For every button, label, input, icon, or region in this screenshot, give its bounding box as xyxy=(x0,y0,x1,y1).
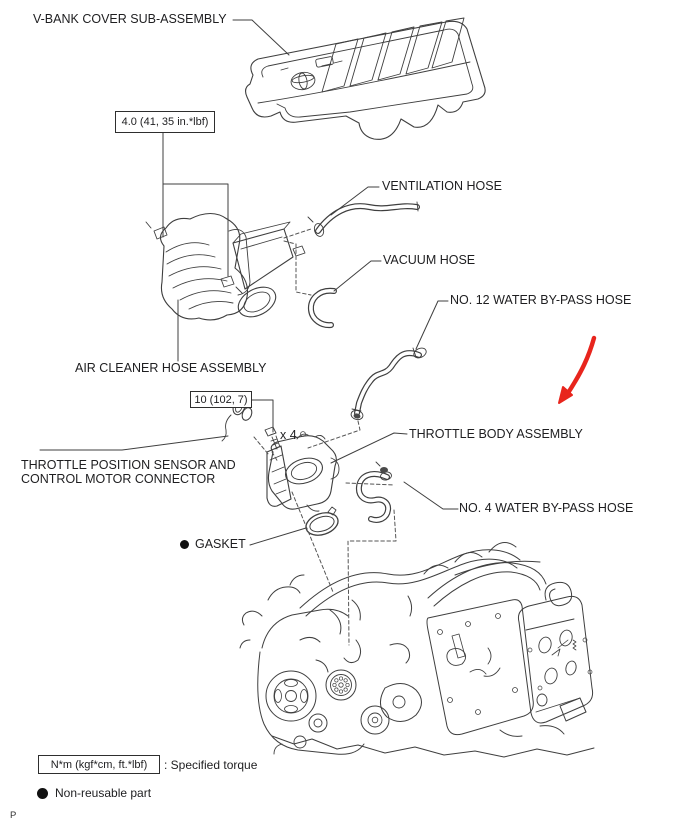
label-gasket-text: GASKET xyxy=(195,537,246,551)
legend-non-reusable-text: Non-reusable part xyxy=(55,786,152,800)
torque-spec-box-throttle-body: 10 (102, 7) xyxy=(190,391,252,408)
legend-torque-units-box: N*m (kgf*cm, ft.*lbf) xyxy=(38,755,160,774)
toyota-logo-icon xyxy=(290,71,317,92)
label-v-bank-cover: V-BANK COVER SUB-ASSEMBLY xyxy=(33,12,227,26)
vacuum-hose-drawing xyxy=(311,291,334,325)
air-cleaner-hose-drawing xyxy=(146,214,305,323)
torque-spec-box-v-bank-cover: 4.0 (41, 35 in.*lbf) xyxy=(115,111,215,133)
no12-water-bypass-hose-drawing xyxy=(350,346,428,421)
legend-non-reusable xyxy=(37,786,151,800)
label-tps-connector-line2: CONTROL MOTOR CONNECTOR xyxy=(21,472,216,486)
label-no12-water-bypass-hose: NO. 12 WATER BY-PASS HOSE xyxy=(450,293,632,307)
gasket-drawing xyxy=(303,507,341,539)
label-gasket xyxy=(180,538,246,551)
label-air-cleaner-hose: AIR CLEANER HOSE ASSEMBLY xyxy=(75,361,267,375)
no4-water-bypass-hose-drawing xyxy=(359,462,392,520)
v-bank-cover-drawing xyxy=(246,18,486,139)
label-throttle-body: THROTTLE BODY ASSEMBLY xyxy=(409,427,583,441)
engine-assembly-drawing xyxy=(240,543,594,757)
red-arrow-annotation xyxy=(559,338,594,403)
label-vacuum-hose: VACUUM HOSE xyxy=(383,253,476,267)
non-reusable-bullet-icon xyxy=(180,540,189,549)
non-reusable-legend-bullet-icon xyxy=(37,788,48,799)
page-marker: P xyxy=(10,810,17,821)
legend-torque-description: : Specified torque xyxy=(164,758,258,772)
label-bolt-quantity: x 4 xyxy=(280,428,297,442)
label-tps-connector-line1: THROTTLE POSITION SENSOR AND xyxy=(21,458,236,472)
ventilation-hose-drawing xyxy=(308,202,418,237)
label-no4-water-bypass-hose: NO. 4 WATER BY-PASS HOSE xyxy=(459,501,634,515)
label-ventilation-hose: VENTILATION HOSE xyxy=(382,179,502,193)
